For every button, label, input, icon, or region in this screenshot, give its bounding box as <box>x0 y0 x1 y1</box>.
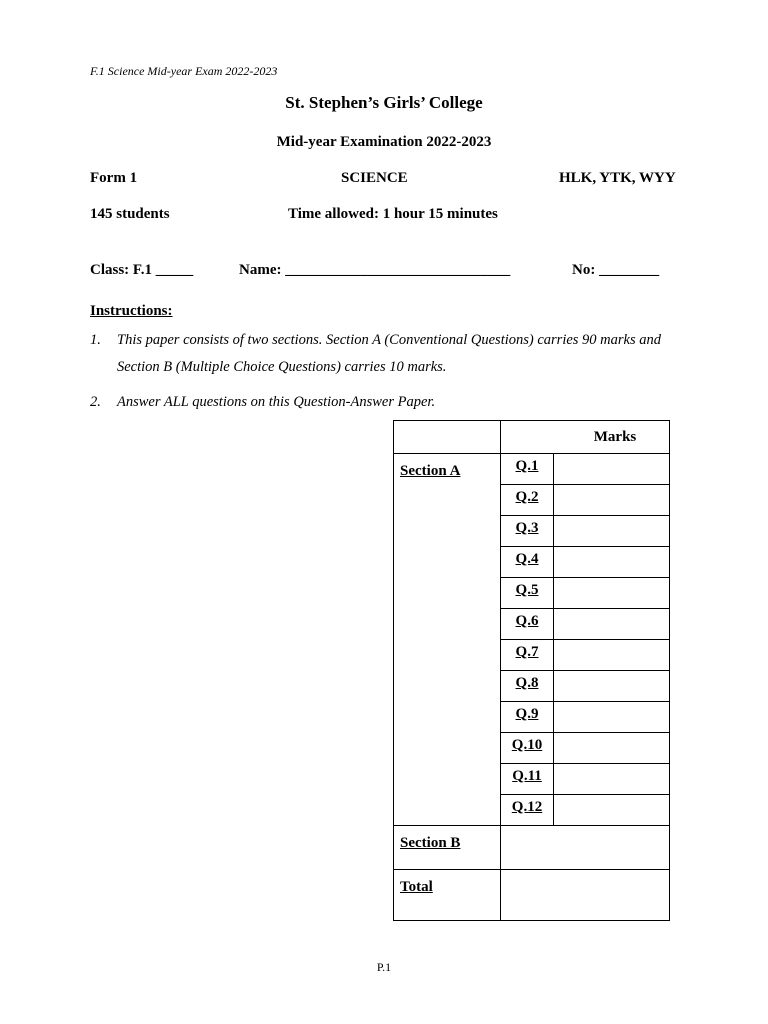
page-number: P.1 <box>376 960 392 974</box>
question-label: Q.6 <box>515 613 539 629</box>
question-cell <box>501 485 554 516</box>
question-cell <box>501 764 554 795</box>
blank-header-cell <box>394 421 501 454</box>
school-name: St. Stephen’s Girls’ College <box>285 93 483 112</box>
subject-label: SCIENCE <box>341 170 408 186</box>
marks-header: Marks <box>501 421 670 454</box>
question-cell <box>501 454 554 485</box>
question-cell <box>501 640 554 671</box>
instruction-number: 1. <box>90 332 101 348</box>
question-label: Q.8 <box>515 675 539 691</box>
total-mark-cell <box>501 870 670 921</box>
total-label: Total <box>400 879 433 895</box>
mark-cell <box>554 547 670 578</box>
section-a-label: Section A <box>400 463 461 479</box>
number-field: No: ________ <box>572 262 660 278</box>
mark-cell <box>554 702 670 733</box>
name-field: Name: ______________________________ <box>239 262 511 278</box>
section-b-mark-cell <box>501 826 670 870</box>
header-note: F.1 Science Mid-year Exam 2022-2023 <box>90 64 278 78</box>
mark-cell <box>554 795 670 826</box>
instructions-title: Instructions: <box>90 303 173 319</box>
mark-cell <box>554 485 670 516</box>
mark-cell <box>554 578 670 609</box>
question-label: Q.12 <box>511 799 543 815</box>
question-cell <box>501 547 554 578</box>
mark-cell <box>554 516 670 547</box>
section-b-cell <box>394 826 501 870</box>
mark-cell <box>554 640 670 671</box>
question-cell <box>501 733 554 764</box>
class-field: Class: F.1 _____ <box>90 262 194 278</box>
form-label: Form 1 <box>90 170 138 186</box>
marks-table <box>393 420 670 921</box>
mark-cell <box>554 454 670 485</box>
total-cell <box>394 870 501 921</box>
question-cell <box>501 578 554 609</box>
section-b-label: Section B <box>400 835 461 851</box>
question-label: Q.9 <box>515 706 539 722</box>
question-cell <box>501 671 554 702</box>
instruction-number: 2. <box>90 394 101 410</box>
question-label: Q.7 <box>515 644 539 660</box>
question-label: Q.4 <box>515 551 539 567</box>
question-label: Q.5 <box>515 582 539 598</box>
instruction-text: Section B (Multiple Choice Questions) carries 10 marks. <box>117 359 447 375</box>
question-label: Q.3 <box>515 520 539 536</box>
question-cell <box>501 795 554 826</box>
question-label: Q.10 <box>511 737 543 753</box>
exam-title: Mid-year Examination 2022-2023 <box>276 134 492 150</box>
mark-cell <box>554 609 670 640</box>
question-label: Q.11 <box>512 768 542 784</box>
instruction-text: Answer ALL questions on this Question-Answer Paper. <box>117 394 436 410</box>
instruction-text: This paper consists of two sections. Section A (Conventional Questions) carries 90 marks and <box>117 332 661 348</box>
question-label: Q.1 <box>515 458 539 474</box>
mark-cell <box>554 733 670 764</box>
section-a-cell <box>394 454 501 826</box>
students-label: 145 students <box>90 206 170 222</box>
question-label: Q.2 <box>515 489 539 505</box>
mark-cell <box>554 764 670 795</box>
question-cell <box>501 516 554 547</box>
teachers-label: HLK, YTK, WYY <box>559 170 676 186</box>
mark-cell <box>554 671 670 702</box>
time-allowed: Time allowed: 1 hour 15 minutes <box>288 206 498 222</box>
question-cell <box>501 609 554 640</box>
question-cell <box>501 702 554 733</box>
